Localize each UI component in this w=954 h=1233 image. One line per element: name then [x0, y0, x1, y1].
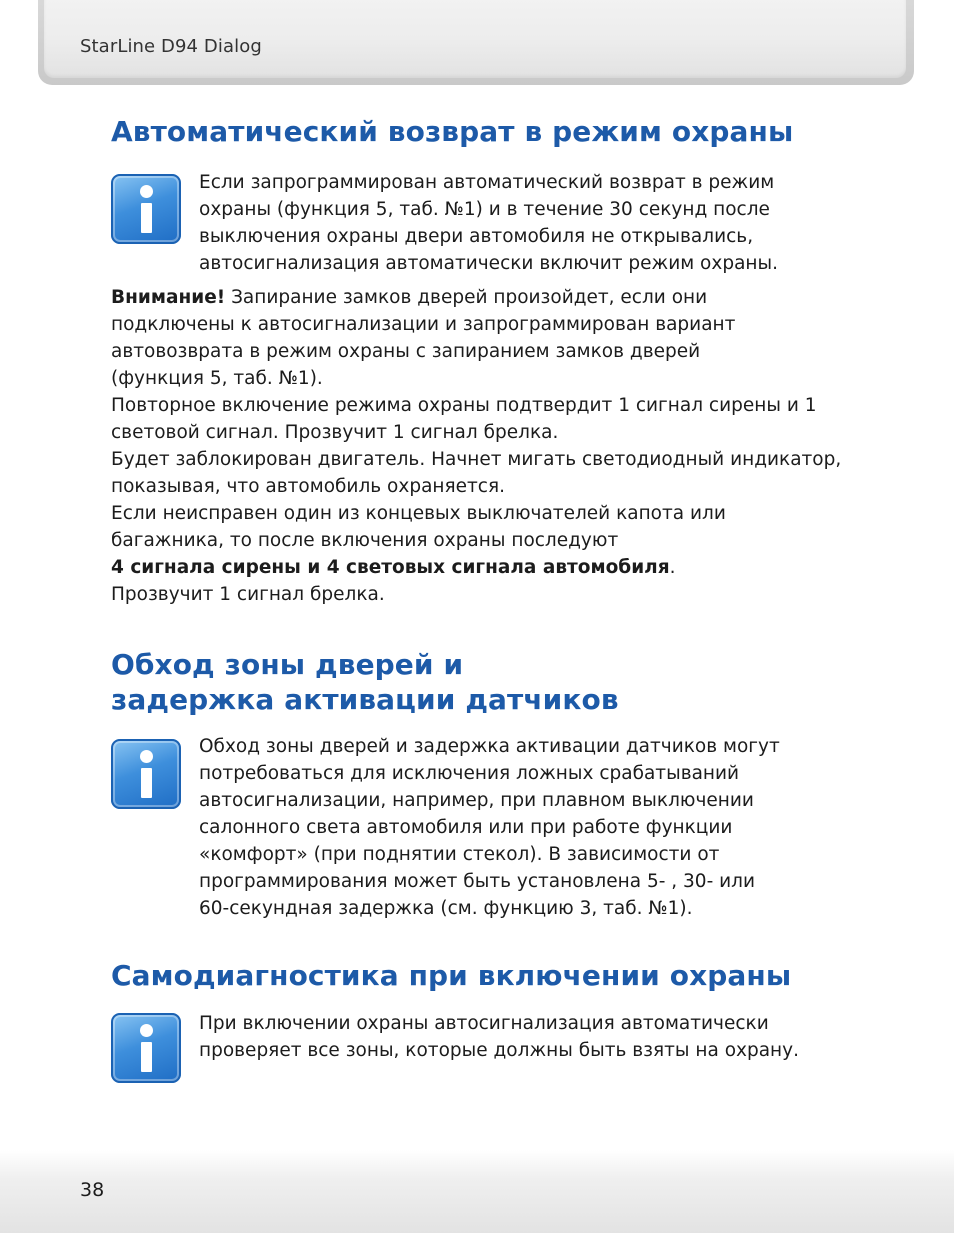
section-title-self-diagnostics: Самодиагностика при включении охраны	[111, 959, 792, 992]
section-title-auto-rearm: Автоматический возврат в режим охраны	[111, 115, 794, 148]
footer-band	[0, 1150, 954, 1233]
info-line: выключения охраны двери автомобиля не открывались,	[199, 226, 754, 247]
bold-signal-text: 4 сигнала сирены и 4 световых сигнала автомобиля	[111, 557, 670, 578]
document-title: StarLine D94 Dialog	[80, 36, 262, 57]
warning-paragraph	[111, 284, 841, 608]
info-note-auto-rearm	[199, 169, 778, 277]
body-text: Запирание замков дверей произойдет, если они	[225, 287, 708, 308]
body-line	[111, 284, 841, 311]
info-line: автосигнализация автоматически включит режим охраны.	[199, 253, 778, 274]
info-icon	[111, 739, 181, 809]
info-icon-dot	[140, 1024, 153, 1037]
info-line: 60-секундная задержка (см. функцию 3, таб. №1).	[199, 898, 693, 919]
section-title-door-bypass	[111, 647, 619, 717]
info-line: автосигнализации, например, при плавном выключении	[199, 790, 754, 811]
info-line: программирования может быть установлена 5- , 30- или	[199, 871, 756, 892]
body-line: Прозвучит 1 сигнал брелка.	[111, 584, 385, 605]
section-title-line: задержка активации датчиков	[111, 683, 619, 716]
info-line: «комфорт» (при поднятии стекол). В зависимости от	[199, 844, 720, 865]
body-line: подключены к автосигнализации и запрограммирован вариант	[111, 314, 736, 335]
body-line: показывая, что автомобиль охраняется.	[111, 476, 505, 497]
info-note-self-diagnostics	[199, 1010, 799, 1064]
body-line: Если неисправен один из концевых выключателей капота или	[111, 503, 726, 524]
body-line: Повторное включение режима охраны подтвердит 1 сигнал сирены и 1	[111, 395, 817, 416]
section-title-line: Обход зоны дверей и	[111, 648, 464, 681]
page-number: 38	[80, 1179, 105, 1201]
body-line: (функция 5, таб. №1).	[111, 368, 323, 389]
info-icon-dot	[140, 750, 153, 763]
info-icon	[111, 174, 181, 244]
info-line: При включении охраны автосигнализация автоматически	[199, 1013, 769, 1034]
info-line: Если запрограммирован автоматический возврат в режим	[199, 172, 775, 193]
info-note-door-bypass	[199, 733, 780, 922]
warning-label: Внимание!	[111, 287, 226, 308]
info-line: салонного света автомобиля или при работе функции	[199, 817, 733, 838]
body-line	[111, 554, 841, 581]
info-line: Обход зоны дверей и задержка активации датчиков могут	[199, 736, 780, 757]
info-icon-stem	[141, 203, 152, 233]
body-line: автовозврата в режим охраны с запиранием замков дверей	[111, 341, 701, 362]
info-icon	[111, 1013, 181, 1083]
info-line: охраны (функция 5, таб. №1) и в течение 30 секунд после	[199, 199, 770, 220]
body-line: багажника, то после включения охраны последуют	[111, 530, 619, 551]
info-icon-stem	[141, 1042, 152, 1072]
info-line: потребоваться для исключения ложных срабатываний	[199, 763, 740, 784]
info-icon-stem	[141, 768, 152, 798]
body-line: световой сигнал. Прозвучит 1 сигнал брелка.	[111, 422, 559, 443]
body-text: .	[669, 557, 676, 578]
info-line: проверяет все зоны, которые должны быть взяты на охрану.	[199, 1040, 799, 1061]
body-line: Будет заблокирован двигатель. Начнет мигать светодиодный индикатор,	[111, 449, 842, 470]
info-icon-dot	[140, 185, 153, 198]
